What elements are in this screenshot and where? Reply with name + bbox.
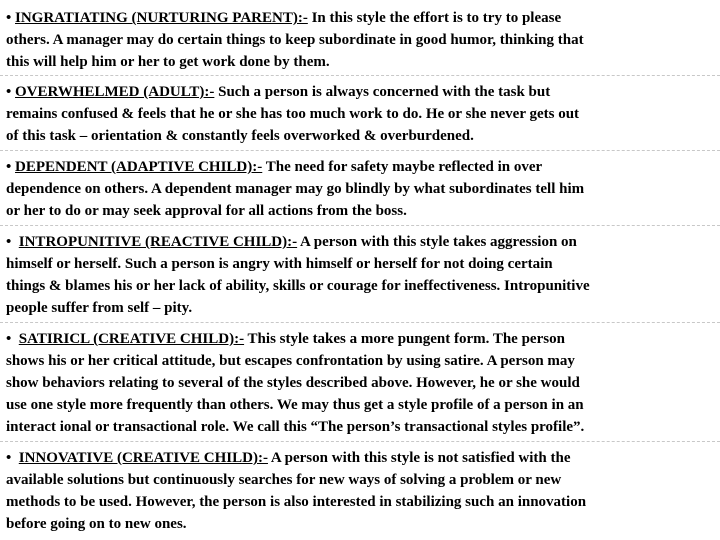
paragraph-line (6, 81, 714, 103)
paragraph-text: Such a person is always concerned with the task but (214, 84, 551, 100)
paragraph-line: use one style more frequently than others. We may thus get a style profile of a person in an (6, 397, 584, 413)
paragraph-line (6, 328, 714, 350)
paragraph-line: this will help him or her to get work done by them. (6, 54, 330, 70)
bullet: • (6, 10, 12, 26)
paragraph-text: In this style the effort is to try to please (307, 10, 562, 26)
paragraph-innovative (0, 445, 720, 537)
paragraph-line (6, 447, 714, 469)
paragraph-line: of this task – orientation & constantly feels overworked & overburdened. (6, 128, 474, 144)
divider (0, 150, 720, 152)
bullet: • (6, 84, 12, 100)
paragraph-ingratiating (0, 5, 720, 75)
paragraph-line: available solutions but continuously searches for new ways of solving a problem or new (6, 472, 562, 488)
paragraph-overwhelmed (0, 79, 720, 149)
paragraph-line (6, 231, 714, 253)
paragraph-line: others. A manager may do certain things to keep subordinate in good humor, thinking that (6, 32, 584, 48)
paragraph-line: methods to be used. However, the person is also interested in stabilizing such an innovation (6, 494, 587, 510)
paragraph-text: The need for safety maybe reflected in over (262, 159, 543, 175)
paragraph-heading: DEPENDENT (ADAPTIVE CHILD):- (15, 159, 263, 175)
bullet: • (6, 234, 12, 250)
paragraph-line: remains confused & feels that he or she has too much work to do. He or she never gets out (6, 106, 580, 122)
paragraph-line: things & blames his or her lack of ability, skills or courage for ineffectiveness. Intropunitive (6, 278, 590, 294)
paragraph-line: interact ional or transactional role. We call this “The person’s transactional styles profile”. (6, 419, 585, 435)
bullet: • (6, 331, 12, 347)
paragraph-intropunitive (0, 229, 720, 321)
paragraph-heading: INNOVATIVE (CREATIVE CHILD):- (18, 450, 268, 466)
paragraph-line: or her to do or may seek approval for all actions from the boss. (6, 203, 407, 219)
paragraph-line (6, 7, 714, 29)
paragraph-text: This style takes a more pungent form. The person (244, 331, 565, 347)
paragraph-line: himself or herself. Such a person is angry with himself or herself for not doing certain (6, 256, 553, 272)
divider (0, 225, 720, 227)
divider (0, 441, 720, 443)
paragraph-line: shows his or her critical attitude, but escapes confrontation by using satire. A person may (6, 353, 575, 369)
divider (0, 75, 720, 77)
paragraph-heading: SATIRICL (CREATIVE CHILD):- (18, 331, 245, 347)
paragraph-satiricl (0, 326, 720, 440)
paragraph-text: A person with this style takes aggression on (297, 234, 577, 250)
paragraph-heading: OVERWHELMED (ADULT):- (15, 84, 215, 100)
paragraph-dependent (0, 154, 720, 224)
bullet: • (6, 159, 12, 175)
paragraph-line: before going on to new ones. (6, 516, 187, 532)
paragraph-heading: INTROPUNITIVE (REACTIVE CHILD):- (18, 234, 298, 250)
paragraph-line: show behaviors relating to several of the styles described above. However, he or she would (6, 375, 580, 391)
paragraph-heading: INGRATIATING (NURTURING PARENT):- (15, 10, 308, 26)
paragraph-line: people suffer from self – pity. (6, 300, 193, 316)
divider (0, 322, 720, 324)
bullet: • (6, 450, 12, 466)
paragraph-line (6, 156, 714, 178)
paragraph-text: A person with this style is not satisfied with the (267, 450, 571, 466)
paragraph-line: dependence on others. A dependent manager may go blindly by what subordinates tell him (6, 181, 585, 197)
